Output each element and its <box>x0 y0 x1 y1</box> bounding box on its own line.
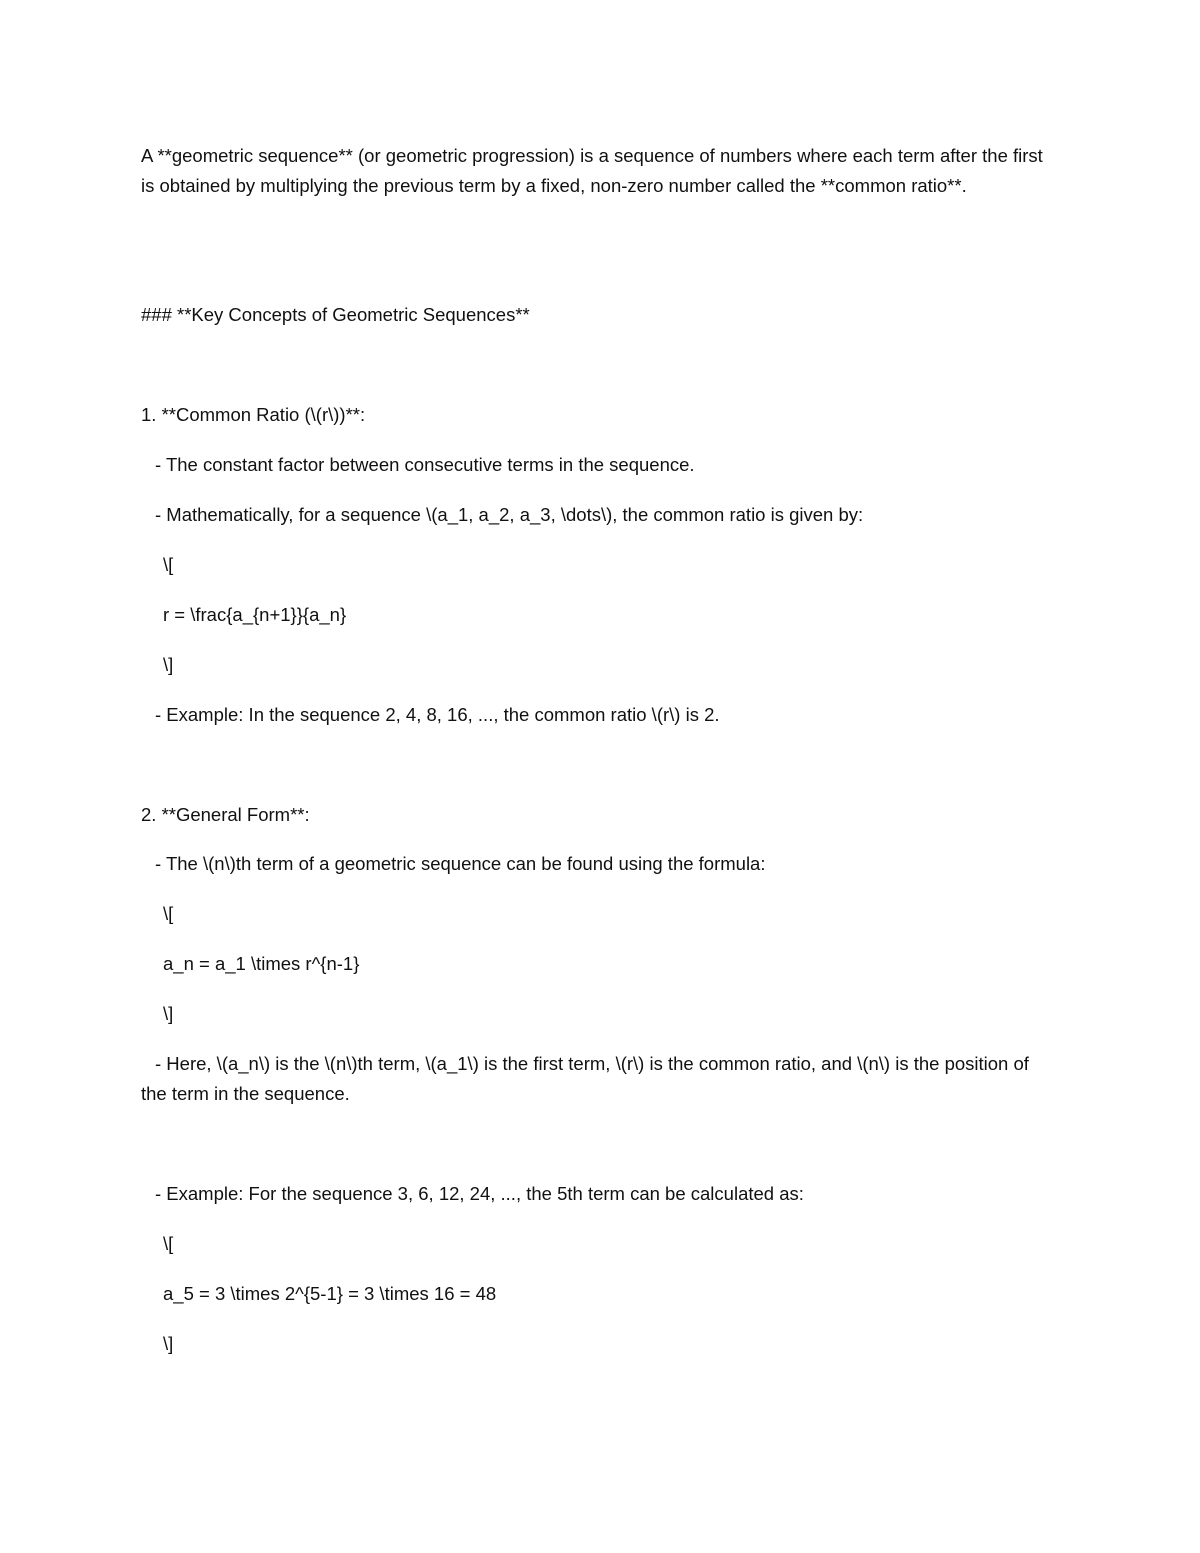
section2-math-open: \[ <box>163 903 174 924</box>
section1-math-close: \] <box>163 654 174 675</box>
intro-paragraph: A **geometric sequence** (or geometric progression) is a sequence of numbers where each term after the first is obtained by multiplying the previous term by a fixed, non-zero number called the **common ratio**. <box>141 145 1043 196</box>
section2-example: - Example: For the sequence 3, 6, 12, 24, ..., the 5th term can be calculated as: <box>155 1183 804 1204</box>
section2-here-paragraph: - Here, \(a_n\) is the \(n\)th term, \(a_1\) is the first term, \(r\) is the common ratio, and \(n\) is the position of the term in the sequence. <box>141 1053 1029 1104</box>
section1-example: - Example: In the sequence 2, 4, 8, 16, ..., the common ratio \(r\) is 2. <box>155 704 720 725</box>
section2-example-formula: a_5 = 3 \times 2^{5-1} = 3 \times 16 = 48 <box>163 1283 497 1304</box>
section1-formula: r = \frac{a_{n+1}}{a_n} <box>163 604 347 625</box>
section1-math-open: \[ <box>163 554 174 575</box>
section1-bullet-constant-factor: - The constant factor between consecutive terms in the sequence. <box>155 454 695 475</box>
section2-math-close: \] <box>163 1003 174 1024</box>
section2-title: 2. **General Form**: <box>141 804 310 825</box>
section2-example-math-open: \[ <box>163 1233 174 1254</box>
section1-bullet-mathematically: - Mathematically, for a sequence \(a_1, a_2, a_3, \dots\), the common ratio is given by: <box>155 504 864 525</box>
section2-formula: a_n = a_1 \times r^{n-1} <box>163 953 360 974</box>
section2-bullet-nth-term: - The \(n\)th term of a geometric sequence can be found using the formula: <box>155 853 766 874</box>
section1-title: 1. **Common Ratio (\(r\))**: <box>141 404 366 425</box>
section-heading: ### **Key Concepts of Geometric Sequences** <box>141 304 530 325</box>
section2-example-math-close: \] <box>163 1333 174 1354</box>
